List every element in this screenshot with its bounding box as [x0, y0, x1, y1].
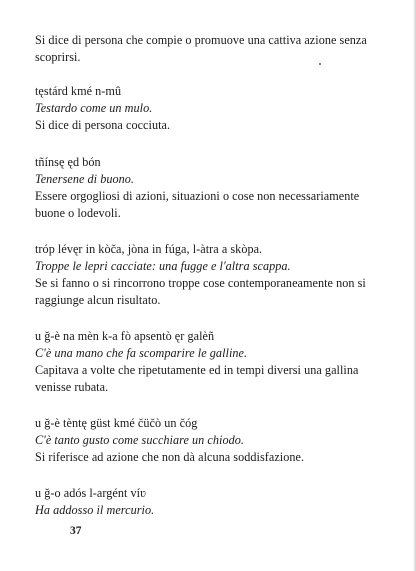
explanation-line: Essere orgogliosi di azioni, situazioni o cose non necessariamente [35, 189, 360, 203]
italian-translation: Tenersene di buono. [35, 172, 135, 186]
speck-mark [319, 63, 321, 65]
italian-translation: Troppe le lepri cacciate: una fugge e l'altra scappa. [35, 259, 291, 273]
explanation-line: Si riferisce ad azione che non dà alcuna soddisfazione. [35, 450, 305, 464]
explanation-line: venisse rubata. [35, 380, 109, 394]
explanation-line: raggiunge alcun risultato. [35, 293, 161, 307]
explanation-line: Si dice di persona cocciuta. [35, 118, 171, 132]
explanation-line: Capitava a volte che ripetutamente ed in tempi diversi una gallina [35, 363, 359, 377]
dialect-phrase: tróp lévęr in kòča, jòna in fúga, l-àtra a skòpa. [35, 242, 263, 256]
explanation-line: Se si fanno o si rincorrono troppe cose contemporaneamente non si [35, 276, 366, 290]
page-number: 37 [70, 525, 82, 537]
dialect-phrase: tęstárd kmé n-mû [35, 84, 122, 98]
italian-translation: C'è una mano che fa scomparire le galline. [35, 346, 248, 360]
explanation-line: buone o lodevoli. [35, 206, 121, 220]
italian-translation: Testardo come un mulo. [35, 101, 153, 115]
italian-translation: C'è tanto gusto come succhiare un chiodo. [35, 433, 244, 447]
dialect-phrase: u ğ-è na mèn k-a fò apsentò ęr galèñ [35, 329, 215, 343]
italian-translation: Ha addosso il mercurio. [35, 503, 155, 517]
dialect-phrase: tñínsę ęd bón [35, 155, 101, 169]
dialect-phrase: u ğ-è tèntę güst kmé čüčò un čóg [35, 416, 198, 430]
explanation-line: Si dice di persona che compie o promuove una cattiva azione senza [35, 33, 367, 47]
explanation-line: scoprirsi. [35, 50, 81, 64]
dialect-phrase: u ğ-o adós l-argént víʋ [35, 486, 146, 500]
